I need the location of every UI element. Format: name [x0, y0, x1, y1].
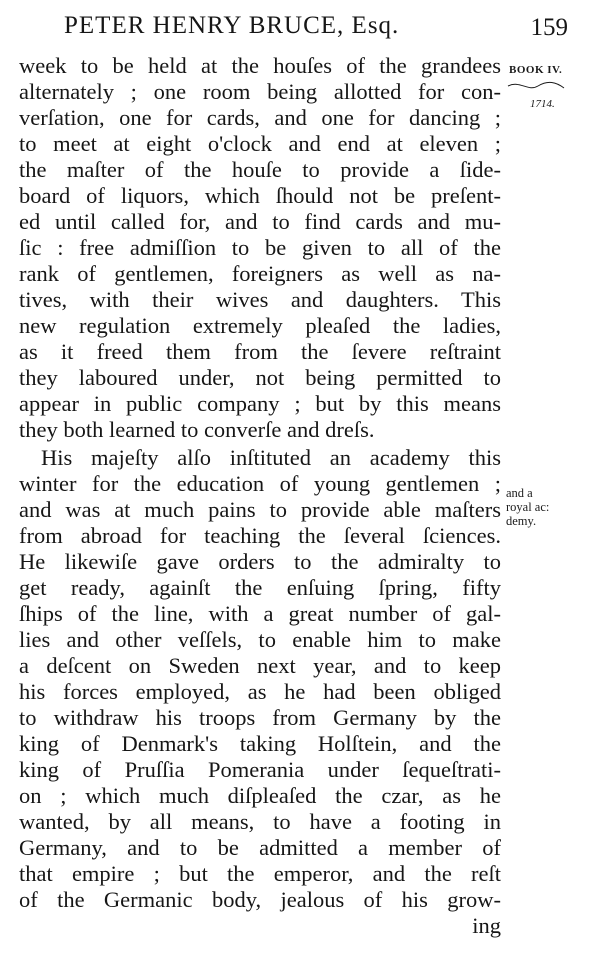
text-line: his forces employed, as he had been obliged [19, 679, 501, 704]
margin-note-academy [506, 486, 549, 528]
margin-note-line: royal ac: [506, 500, 550, 514]
text-line: new regulation extremely pleaſed the ladies, [19, 313, 501, 338]
margin-flourish [506, 80, 566, 96]
page-header [0, 0, 594, 50]
text-line: from abroad for teaching the ſeveral ſciences. [19, 523, 501, 548]
text-line: king of Pruſſia Pomerania under ſequeſtrati- [19, 757, 501, 782]
page-number: 159 [530, 14, 568, 41]
text-line: that empire ; but the emperor, and the reſt [19, 861, 501, 886]
text-line: board of liquors, which ſhould not be preſent- [19, 183, 501, 208]
body-text [19, 53, 501, 939]
text-line: rank of gentlemen, foreigners as well as na- [19, 261, 501, 286]
text-line: they both learned to converſe and dreſs. [19, 417, 375, 442]
text-line: week to be held at the houſes of the grandees [19, 53, 501, 78]
text-line: appear in public company ; but by this means [19, 391, 501, 416]
catchword: ing [472, 913, 501, 938]
text-line: tives, with their wives and daughters. This [19, 287, 501, 312]
text-line: on ; which much diſpleaſed the czar, as he [19, 783, 501, 808]
text-line: of the Germanic body, jealous of his grow- [19, 887, 501, 912]
margin-note-book: BOOK IV. [509, 64, 563, 76]
text-line: and was at much pains to provide able maſters [19, 497, 501, 522]
text-line: king of Denmark's taking Holſtein, and the [19, 731, 501, 756]
text-line: alternately ; one room being allotted for con- [19, 79, 501, 104]
text-line: the maſter of the houſe to provide a ſide- [19, 157, 501, 182]
text-line: ed until called for, and to find cards and mu- [19, 209, 501, 234]
text-line: as it freed them from the ſevere reſtraint [19, 339, 501, 364]
text-line: verſation, one for cards, and one for dancing ; [19, 105, 501, 130]
text-line: they laboured under, not being permitted to [19, 365, 501, 390]
running-title: PETER HENRY BRUCE, Esq. [64, 12, 400, 39]
text-line: He likewiſe gave orders to the admiralty to [19, 549, 501, 574]
text-line: ſic : free admiſſion to be given to all of the [19, 235, 501, 260]
text-line: His majeſty alſo inſtituted an academy this [41, 445, 501, 470]
text-line: wanted, by all means, to have a footing in [19, 809, 501, 834]
text-line: to meet at eight o'clock and end at eleven ; [19, 131, 501, 156]
margin-note-year: 1714. [530, 98, 555, 110]
margin-note-line: and a [506, 486, 533, 500]
text-line: get ready, againſt the enſuing ſpring, fifty [19, 575, 501, 600]
text-line: to withdraw his troops from Germany by the [19, 705, 501, 730]
text-line: winter for the education of young gentlemen ; [19, 471, 501, 496]
margin-note-line: demy. [506, 514, 537, 528]
text-line: a deſcent on Sweden next year, and to keep [19, 653, 501, 678]
text-line: ſhips of the line, with a great number of gal- [19, 601, 501, 626]
text-line: Germany, and to be admitted a member of [19, 835, 501, 860]
text-line: lies and other veſſels, to enable him to make [19, 627, 501, 652]
